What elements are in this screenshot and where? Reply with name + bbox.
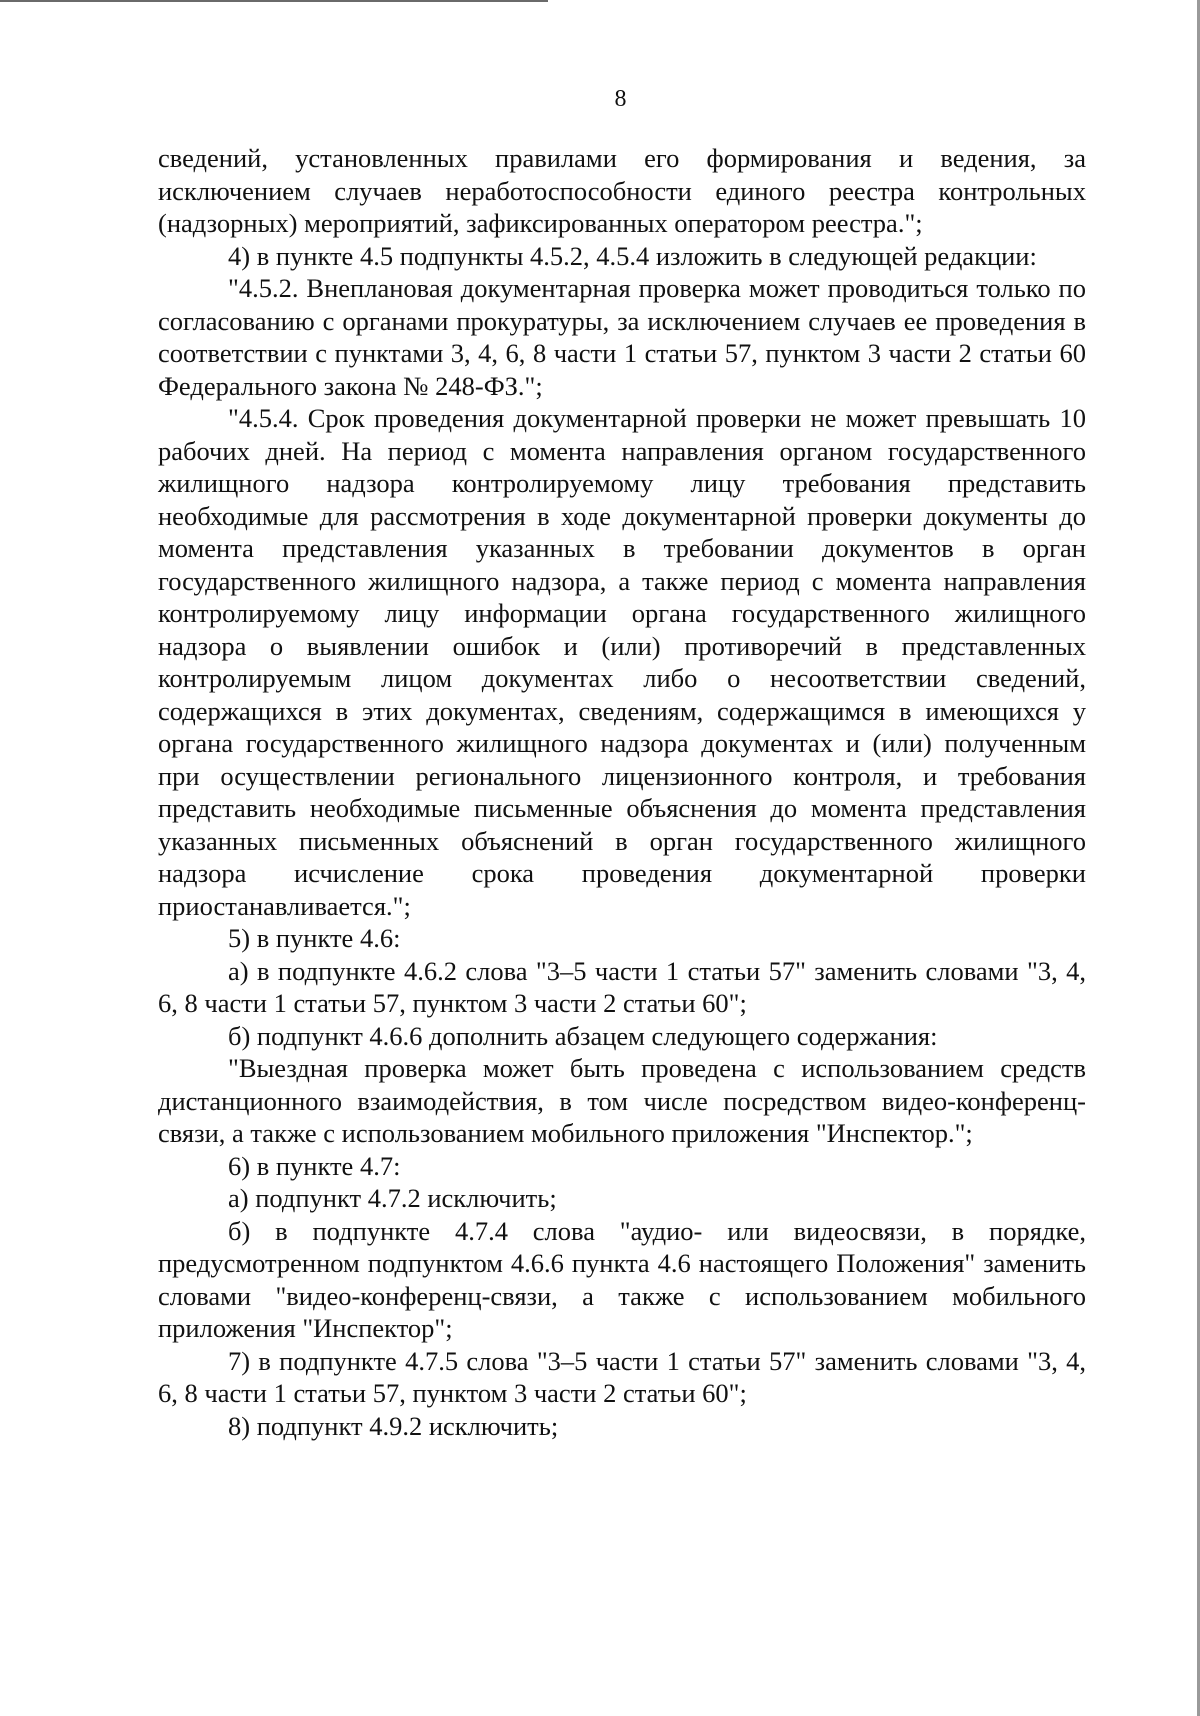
paragraph-9: 6) в пункте 4.7: (228, 1150, 401, 1181)
paragraph-4: "4.5.4. Срок проведения документарной проверки не может превышать 10 рабочих дней. На период с момента направления органом государственного жилищного надзора контролируемому лицу требования представить необходимые для рассмотрения в ходе документарной проверки документы до момента представления указанных в требовании документов в орган государственного жилищного надзора, а также период с момента направления контролируемому лицу информации органа государственного жилищного надзора о выявлении ошибок и (или) противоречий в представленных контролируемым лицом документах либо о несоответствии сведений, содержащихся в этих документах, сведениям, содержащимся в имеющихся у органа государственного жилищного надзора документах и (или) полученным при осуществлении регионального лицензионного контроля, и требования представить необходимые письменные объяснения до момента представления указанных письменных объяснений в орган государственного жилищного надзора исчисление срока проведения документарной проверки приостанавливается."; (158, 403, 1086, 921)
paragraph-8: "Выездная проверка может быть проведена с использованием средств дистанционного взаимодействия, в том числе посредством видео-конференц-связи, а также с использованием мобильного приложения "Инспектор."; (158, 1053, 1086, 1148)
paragraph-11: б) в подпункте 4.7.4 слова "аудио- или видеосвязи, в порядке, предусмотренном подпунктом 4.6.6 пункта 4.6 настоящего Положения" заменить словами "видео-конференц-связи, а также с использованием мобильного приложения "Инспектор"; (158, 1215, 1086, 1343)
paragraph-12: 7) в подпункте 4.7.5 слова "3–5 части 1 статьи 57" заменить словами "3, 4, 6, 8 части 1 статьи 57, пунктом 3 части 2 статьи 60"; (158, 1345, 1086, 1408)
scan-top-rule (0, 0, 548, 2)
paragraph-1: сведений, установленных правилами его формирования и ведения, за исключением случаев неработоспособности единого реестра контрольных (надзорных) мероприятий, зафиксированных оператором реестра."; (158, 143, 1086, 238)
paragraph-6: а) в подпункте 4.6.2 слова "3–5 части 1 статьи 57" заменить словами "3, 4, 6, 8 части 1 статьи 57, пунктом 3 части 2 статьи 60"; (158, 955, 1086, 1018)
paragraph-5: 5) в пункте 4.6: (228, 923, 401, 953)
document-body (158, 142, 1086, 1442)
paragraph-7: б) подпункт 4.6.6 дополнить абзацем следующего содержания: (228, 1020, 938, 1051)
paragraph-10: а) подпункт 4.7.2 исключить; (228, 1183, 557, 1213)
paragraph-3: "4.5.2. Внеплановая документарная проверка может проводиться только по согласованию с органами прокуратуры, за исключением случаев ее проведения в соответствии с пунктами 3, 4, 6, 8 части 1 статьи 57, пунктом 3 части 2 статьи 60 Федерального закона № 248-ФЗ."; (158, 273, 1086, 401)
paragraph-2: 4) в пункте 4.5 подпункты 4.5.2, 4.5.4 изложить в следующей редакции: (228, 240, 1037, 271)
paragraph-13: 8) подпункт 4.9.2 исключить; (228, 1410, 559, 1441)
page-number: 8 (614, 86, 627, 112)
